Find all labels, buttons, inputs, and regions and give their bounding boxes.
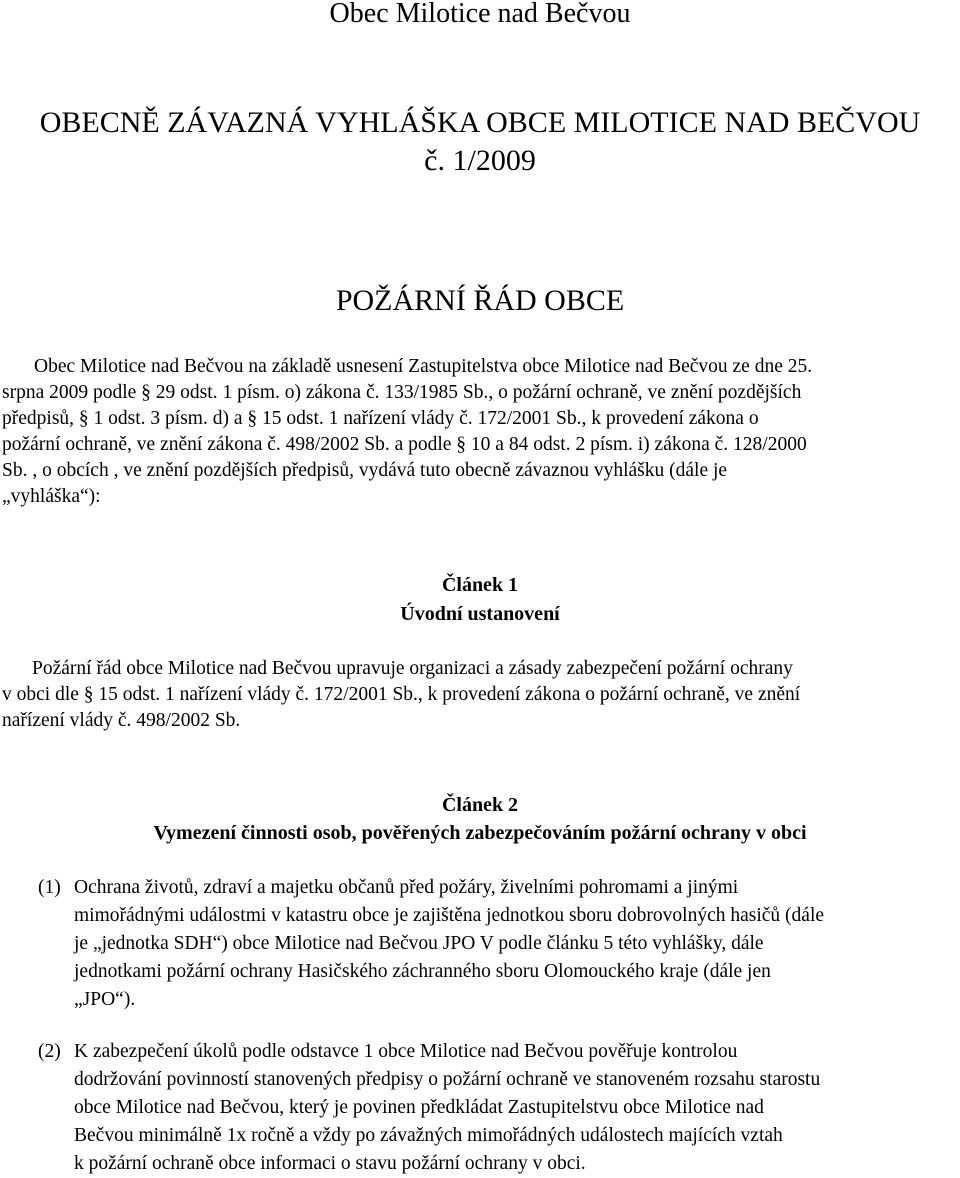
fire-order-title: POŽÁRNÍ ŘÁD OBCE — [335, 284, 625, 317]
intro-line: požární ochraně, ve znění zákona č. 498/2002 Sb. a podle § 10 a 84 odst. 2 písm. i) zákona č. 128/2000 — [2, 434, 807, 455]
decree-title-line: OBECNĚ ZÁVAZNÁ VYHLÁŠKA OBCE MILOTICE NAD BEČVOU — [39, 106, 921, 139]
article-1-line: nařízení vlády č. 498/2002 Sb. — [2, 710, 241, 731]
decree-number: č. 1/2009 — [424, 144, 536, 177]
article-1-name: Úvodní ustanovení — [400, 603, 560, 625]
article-1-line: v obci dle § 15 odst. 1 nařízení vlády č. 172/2001 Sb., k provedení zákona o požární ochraně, ve znění — [2, 684, 801, 705]
item-line: k požární ochraně obce informaci o stavu požární ochrany v obci. — [74, 1153, 586, 1174]
article-1-paragraph — [2, 656, 800, 734]
item-number: (2) — [38, 1041, 61, 1062]
item-line: Ochrana životů, zdraví a majetku občanů před požáry, živelními pohromami a jinými — [74, 877, 739, 898]
item-line: K zabezpečení úkolů podle odstavce 1 obce Milotice nad Bečvou pověřuje kontrolou — [74, 1041, 738, 1062]
municipality-heading: Obec Milotice nad Bečvou — [329, 0, 631, 29]
intro-line: srpna 2009 podle § 29 odst. 1 písm. o) zákona č. 133/1985 Sb., o požární ochraně, ve znění pozdějších — [2, 382, 802, 403]
item-line: mimořádnými událostmi v katastru obce je zajištěna jednotkou sboru dobrovolných hasičů (dále — [74, 905, 825, 926]
item-line: je „jednotka SDH“) obce Milotice nad Bečvou JPO V podle článku 5 této vyhlášky, dále — [74, 933, 764, 954]
intro-line: „vyhláška“): — [2, 486, 101, 507]
item-line: Bečvou minimálně 1x ročně a vždy po závažných mimořádných událostech majících vztah — [74, 1125, 783, 1146]
article-1-line: Požární řád obce Milotice nad Bečvou upravuje organizaci a zásady zabezpečení požární ochrany — [32, 658, 793, 679]
intro-line: předpisů, § 1 odst. 3 písm. d) a § 15 odst. 1 nařízení vlády č. 172/2001 Sb., k provedení zákona o — [2, 408, 759, 429]
item-line: obce Milotice nad Bečvou, který je povinen předkládat Zastupitelstvu obce Milotice nad — [74, 1097, 764, 1118]
item-line: dodržování povinností stanovených předpisy o požární ochraně ve stanoveném rozsahu starostu — [74, 1069, 821, 1090]
intro-line: Sb. , o obcích , ve znění pozdějších předpisů, vydává tuto obecně závaznou vyhlášku (dále je — [2, 460, 728, 481]
item-line: „JPO“). — [74, 989, 136, 1010]
item-number: (1) — [38, 877, 61, 898]
intro-line: Obec Milotice nad Bečvou na základě usnesení Zastupitelstva obce Milotice nad Bečvou ze dne 25. — [34, 356, 813, 377]
article-2-item-2 — [38, 1038, 820, 1178]
article-2-number: Článek 2 — [441, 794, 519, 816]
item-line: jednotkami požární ochrany Hasičského záchranného sboru Olomouckého kraje (dále jen — [74, 961, 771, 982]
decree-title — [0, 104, 960, 180]
article-2-item-1 — [38, 874, 824, 1014]
article-2-name: Vymezení činnosti osob, pověřených zabezpečováním požární ochrany v obci — [153, 822, 807, 844]
intro-paragraph — [2, 354, 812, 510]
article-1-number: Článek 1 — [441, 574, 519, 596]
